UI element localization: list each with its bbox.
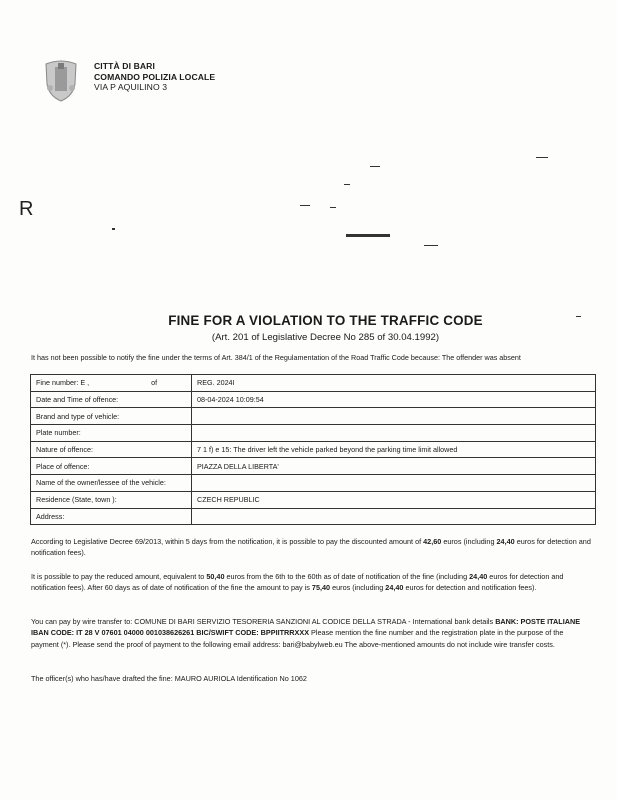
- reduced-amount-paragraph: It is possible to pay the reduced amount, equivalent to 50,40 euros from the 6th to the 60th as of date of notification of the fine (including 24,40 euros for detection and notification fees). After 60 days as of date of notification of the fine the amount to pay is 75,40 euros (including 24,40 euros for detection and notification fees).: [31, 572, 564, 593]
- field-label: [31, 508, 192, 525]
- field-label: [31, 375, 192, 392]
- letter-mark: R: [19, 198, 34, 220]
- field-label: [31, 441, 192, 458]
- field-label-text: Date and Time of offence:: [36, 395, 119, 405]
- table-row: [31, 375, 596, 392]
- document-title: FINE FOR A VIOLATION TO THE TRAFFIC CODE: [168, 313, 483, 328]
- scan-mark: [424, 245, 438, 246]
- table-row: [31, 475, 596, 492]
- officer-line: The officer(s) who has/have drafted the fine: MAURO AURIOLA Identification No 1062: [31, 674, 307, 683]
- city-name: CITTÀ DI BARI: [94, 61, 155, 71]
- field-value: 7 1 f) e 15: The driver left the vehicle parked beyond the parking time limit allowed: [192, 441, 596, 458]
- field-label-text: Name of the owner/lessee of the vehicle:: [36, 478, 166, 488]
- field-value: [192, 508, 596, 525]
- scan-mark: [536, 157, 548, 158]
- field-label: [31, 458, 192, 475]
- table-row: [31, 425, 596, 442]
- fine-details-table: [30, 374, 596, 525]
- table-row: [31, 458, 596, 475]
- field-label-text: Nature of offence:: [36, 445, 94, 455]
- table-row: [31, 508, 596, 525]
- field-value: [192, 408, 596, 425]
- office-address: VIA P AQUILINO 3: [94, 82, 168, 92]
- field-value: PIAZZA DELLA LIBERTA': [192, 458, 596, 475]
- field-value: CZECH REPUBLIC: [192, 491, 596, 508]
- scan-mark: [300, 205, 310, 206]
- table-row: [31, 491, 596, 508]
- field-label: [31, 408, 192, 425]
- field-label-suffix: of: [151, 378, 158, 388]
- field-value: [192, 475, 596, 492]
- field-label-text: Residence (State, town ):: [36, 495, 117, 505]
- field-label: [31, 425, 192, 442]
- scan-mark: [344, 184, 350, 185]
- issuing-office: [94, 61, 215, 93]
- notification-notice: It has not been possible to notify the fine under the terms of Art. 384/1 of the Regulamentation of the Road Traffic Code because: The offender was absent: [31, 353, 521, 362]
- discount-paragraph: According to Legislative Decree 69/2013, within 5 days from the notification, it is possible to pay the discounted amount of 42,60 euros (including 24,40 euros for detection and notification fees).: [31, 537, 591, 558]
- field-label-text: Address:: [36, 511, 65, 521]
- field-label: [31, 391, 192, 408]
- field-label-text: Brand and type of vehicle:: [36, 411, 120, 421]
- field-label-text: Fine number: E ,: [36, 378, 90, 388]
- field-value: [192, 425, 596, 442]
- scan-mark: [370, 166, 380, 167]
- field-label: [31, 475, 192, 492]
- scan-mark: [330, 207, 336, 208]
- table-row: [31, 408, 596, 425]
- command-name: COMANDO POLIZIA LOCALE: [94, 71, 216, 82]
- field-value: 08-04-2024 10:09:54: [192, 391, 596, 408]
- table-row: [31, 391, 596, 408]
- field-label: [31, 491, 192, 508]
- payment-instructions-paragraph: You can pay by wire transfer to: COMUNE DI BARI SERVIZIO TESORERIA SANZIONI AL CODICE DELLA STRADA - International bank details BANK: POSTE ITALIANE IBAN CODE: IT 28 V 07601 04000 001038626261 BIC/SWIFT CODE: BPPIITRRXXX Please mention the fine number and the registration plate in the purpose of the payment (*). Please send the proof of payment to the following email address: bari@babylweb.eu The above-mentioned amounts do not include wire transfer costs.: [31, 617, 581, 649]
- city-crest-logo: [42, 58, 80, 102]
- field-label-text: Place of offence:: [36, 461, 90, 471]
- table-row: [31, 441, 596, 458]
- scan-mark: [112, 228, 115, 230]
- document-subtitle: (Art. 201 of Legislative Decree No 285 of 30.04.1992): [211, 332, 440, 343]
- field-value: REG. 2024I: [192, 375, 596, 392]
- field-label-text: Plate number:: [36, 428, 81, 438]
- scan-mark: [346, 234, 390, 237]
